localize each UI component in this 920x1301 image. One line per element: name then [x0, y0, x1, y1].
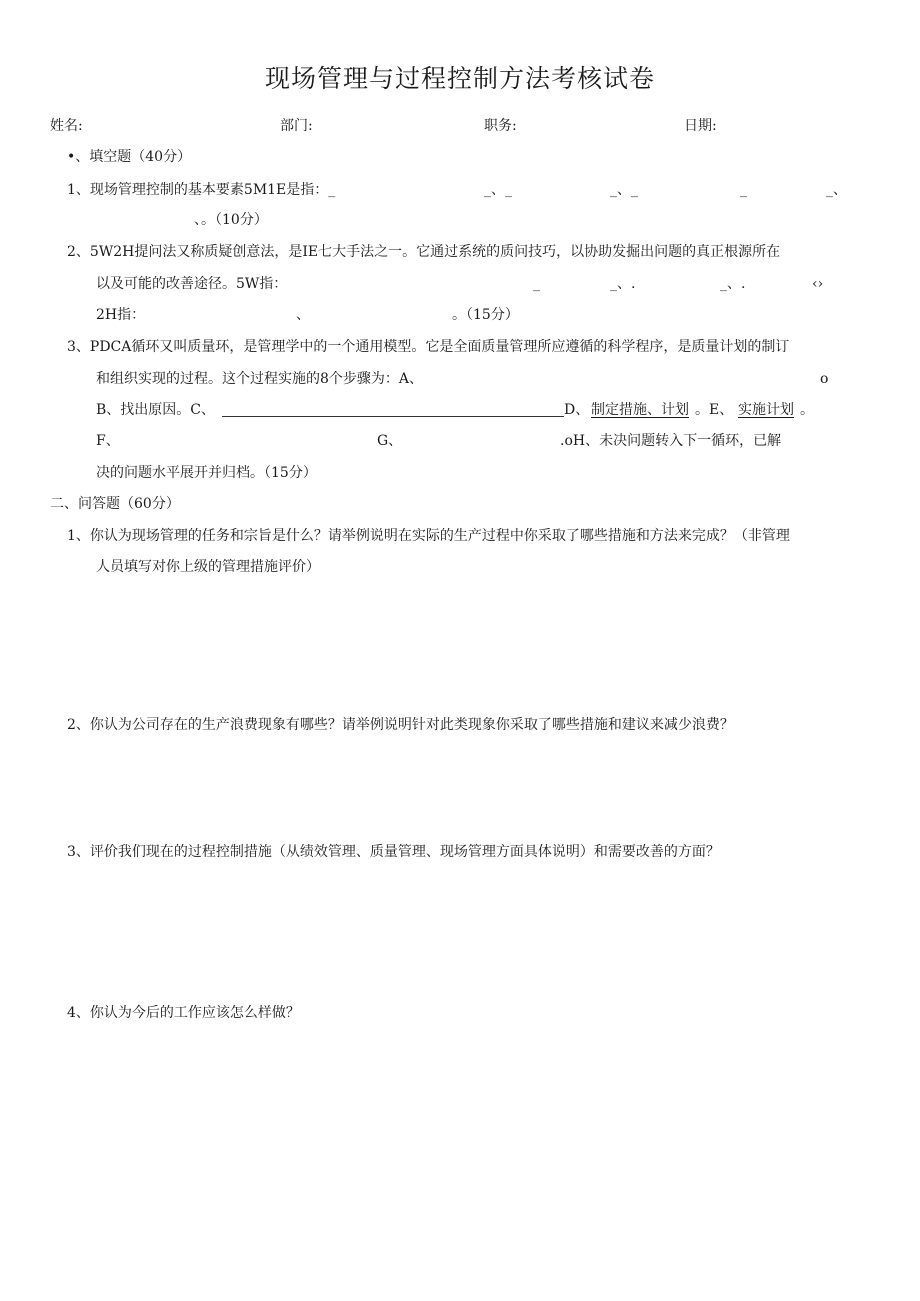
date-label: 日期:: [684, 118, 717, 134]
q3-line2: 和组织实现的过程。这个过程实施的8个步骤为：A、: [96, 371, 424, 387]
q1-blank-sep4: _、: [826, 182, 847, 198]
q2-blank-m1: _: [533, 276, 540, 292]
essay-q1-line2: 人员填写对你上级的管理措施评价）: [96, 559, 320, 575]
q2-line2: 以及可能的改善途径。5W指：: [96, 276, 288, 292]
q3-step-e-prefix: 。E、: [695, 402, 734, 418]
q2-line3-end: 。（15分）: [452, 307, 519, 323]
q2-blank-m2: _、.: [610, 276, 636, 292]
q1-blank-sep2: _、_: [610, 182, 638, 198]
q1-blank-sep1: _、_: [484, 182, 512, 198]
essay-q1-line1: 1、你认为现场管理的任务和宗旨是什么？请举例说明在实际的生产过程中你采取了哪些措施和方法来完成？（非管理: [67, 528, 790, 544]
q3-line2-end: o: [820, 371, 829, 387]
name-label: 姓名:: [50, 118, 83, 134]
q3-step-e-end: 。: [800, 402, 814, 418]
department-label: 部门:: [280, 118, 313, 134]
page-title: 现场管理与过程控制方法考核试卷: [264, 64, 655, 93]
q3-blank-c-line: [222, 416, 564, 417]
q3-step-g: G、: [377, 433, 403, 449]
q2-line1: 2、5W2H提问法又称质疑创意法，是IE七大手法之一。它通过系统的质问技巧，以协助发掘出问题的真正根源所在: [67, 244, 781, 260]
position-label: 职务:: [484, 118, 517, 134]
q3-step-d-text: 制定措施、计划: [591, 402, 689, 418]
q3-step-f: F、: [96, 433, 120, 449]
q2-2h-label: 2H指：: [96, 307, 146, 323]
q3-line5: 决的问题水平展开并归档。（15分）: [96, 465, 317, 481]
essay-q2: 2、你认为公司存在的生产浪费现象有哪些？请举例说明针对此类现象你采取了哪些措施和建议来减少浪费？: [67, 717, 734, 733]
q3-step-e-text: 实施计划: [738, 402, 794, 418]
q1-blank-sep3: _: [740, 182, 747, 198]
q3-step-h: .oH、未决问题转入下一循环，已解: [560, 433, 782, 449]
q3-line1: 3、PDCA循环又叫质量环，是管理学中的一个通用模型。它是全面质量管理所应遵循的科学程序，是质量计划的制订: [67, 339, 790, 355]
essay-q3: 3、评价我们现在的过程控制措施（从绩效管理、质量管理、现场管理方面具体说明）和需要改善的方面？: [67, 844, 720, 860]
q2-blank-m5: 、: [296, 307, 310, 323]
section1-heading: •、填空题（40分）: [67, 149, 192, 165]
essay-q4: 4、你认为今后的工作应该怎么样做？: [67, 1005, 300, 1021]
q2-blank-m3: _、.: [720, 276, 746, 292]
q1-line2: 、。（10分）: [194, 212, 268, 228]
q3-step-b: B、找出原因。C、: [96, 402, 215, 418]
q1-line1: 1、现场管理控制的基本要素5M1E是指：_: [67, 182, 336, 198]
q3-step-d-prefix: D、: [564, 402, 590, 418]
q2-blank-m4: ‹›: [812, 276, 824, 292]
section2-heading: 二、问答题（60分）: [50, 496, 180, 512]
